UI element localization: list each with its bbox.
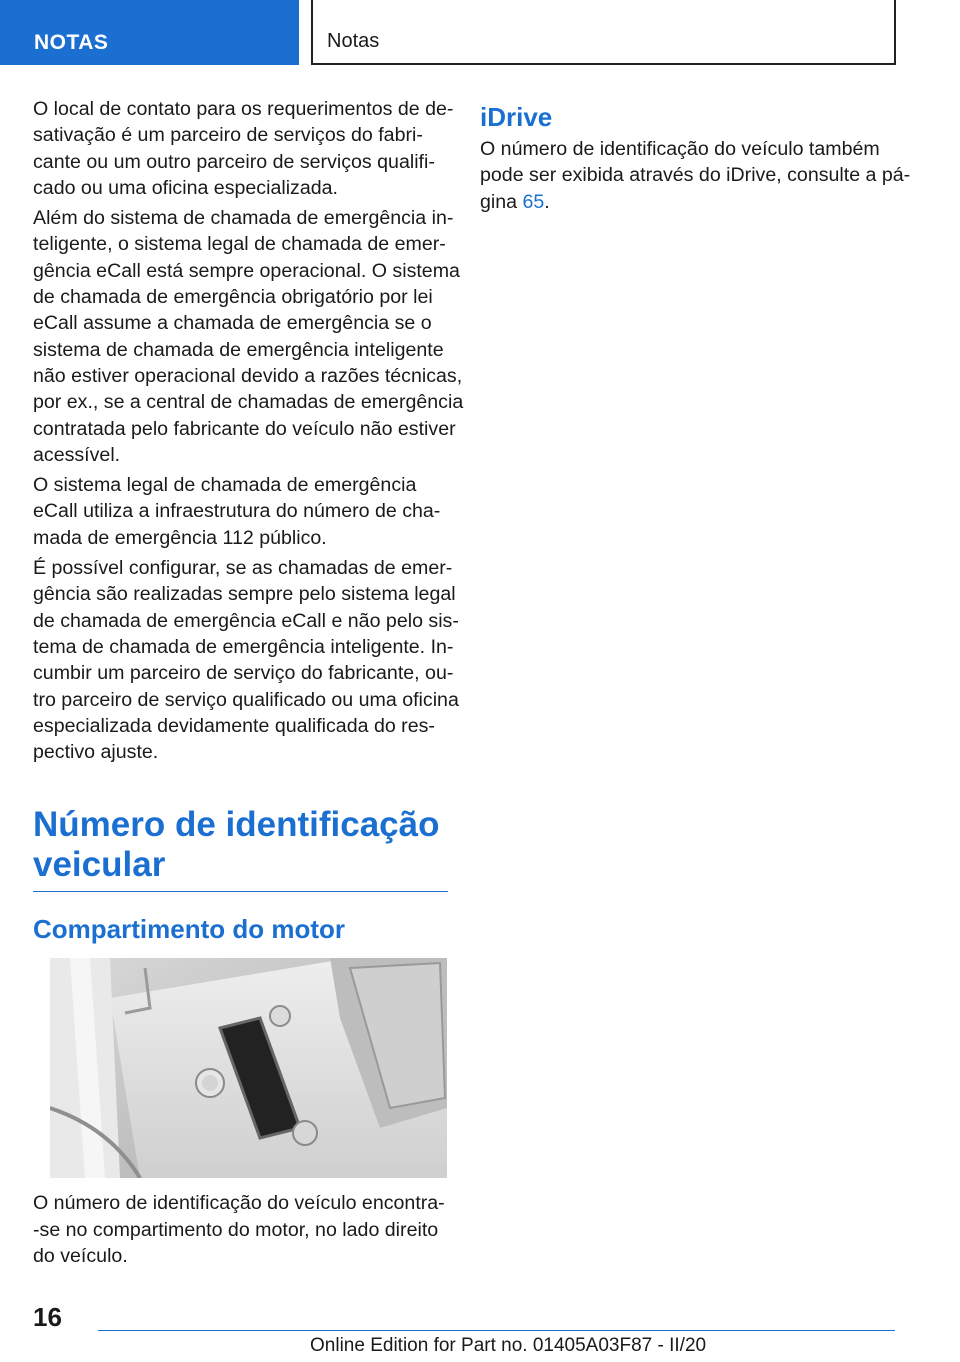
right-column <box>480 96 911 219</box>
subsection-heading-idrive: iDrive <box>480 102 553 132</box>
engine-compartment-photo <box>50 958 447 1178</box>
footer-divider <box>98 1330 895 1331</box>
paragraph-ecall-infrastructure: O sistema legal de chamada de emergência eCall utiliza a infraestrutura do número de cha- mada de emergência 112 público. <box>33 474 441 549</box>
left-column <box>33 96 464 1273</box>
subsection-heading-engine-compartment: Compartimento do motor <box>33 914 345 945</box>
paragraph-ecall-operational: Além do sistema de chamada de emergência in- teligente, o sistema legal de chamada de emer- gência eCall está sempre operacional. O sistema de chamada de emergência obrigatório por lei eCall assume a chamada de emergência se o sistema de chamada de emergência inteligente não estiver operacional devido a razões técnicas, por ex., se a central de chamadas de emergência contratada pelo fabricante do veículo não estiver acessível. <box>33 207 464 466</box>
section-heading-vin: Número de identificação veicular <box>33 805 448 892</box>
page-reference-link[interactable]: 65 <box>522 190 545 213</box>
paragraph-contact: O local de contato para os requerimentos de de- sativação é um parceiro de serviços do fabri- cante ou um outro parceiro de serviços qualifi- cado ou uma oficina especializada. <box>33 98 454 199</box>
page-number: 16 <box>33 1302 62 1332</box>
section-tab <box>0 0 299 65</box>
section-label: NOTAS <box>34 31 109 54</box>
footer-edition: Online Edition for Part no. 01405A03F87 - II/20 <box>310 1335 707 1356</box>
chapter-header <box>311 0 896 65</box>
paragraph-vin-location: O número de identificação do veículo encontra- -se no compartimento do motor, no lado direito do veículo. <box>33 1192 445 1268</box>
paragraph-idrive: O número de identificação do veículo também pode ser exibida através do iDrive, consulte a pá- gina 65. <box>480 138 911 213</box>
chapter-label: Notas <box>327 30 380 52</box>
paragraph-configuration: É possível configurar, se as chamadas de emer- gência são realizadas sempre pelo sistema legal de chamada de emergência eCall e não pelo sis- tema de chamada de emergência inteligente. In- cumbir um parceiro de serviço do fabricante, ou- tro parceiro de serviço qualificado ou uma oficina especializada devidamente qualificada do res- pectivo ajuste. <box>33 557 459 764</box>
